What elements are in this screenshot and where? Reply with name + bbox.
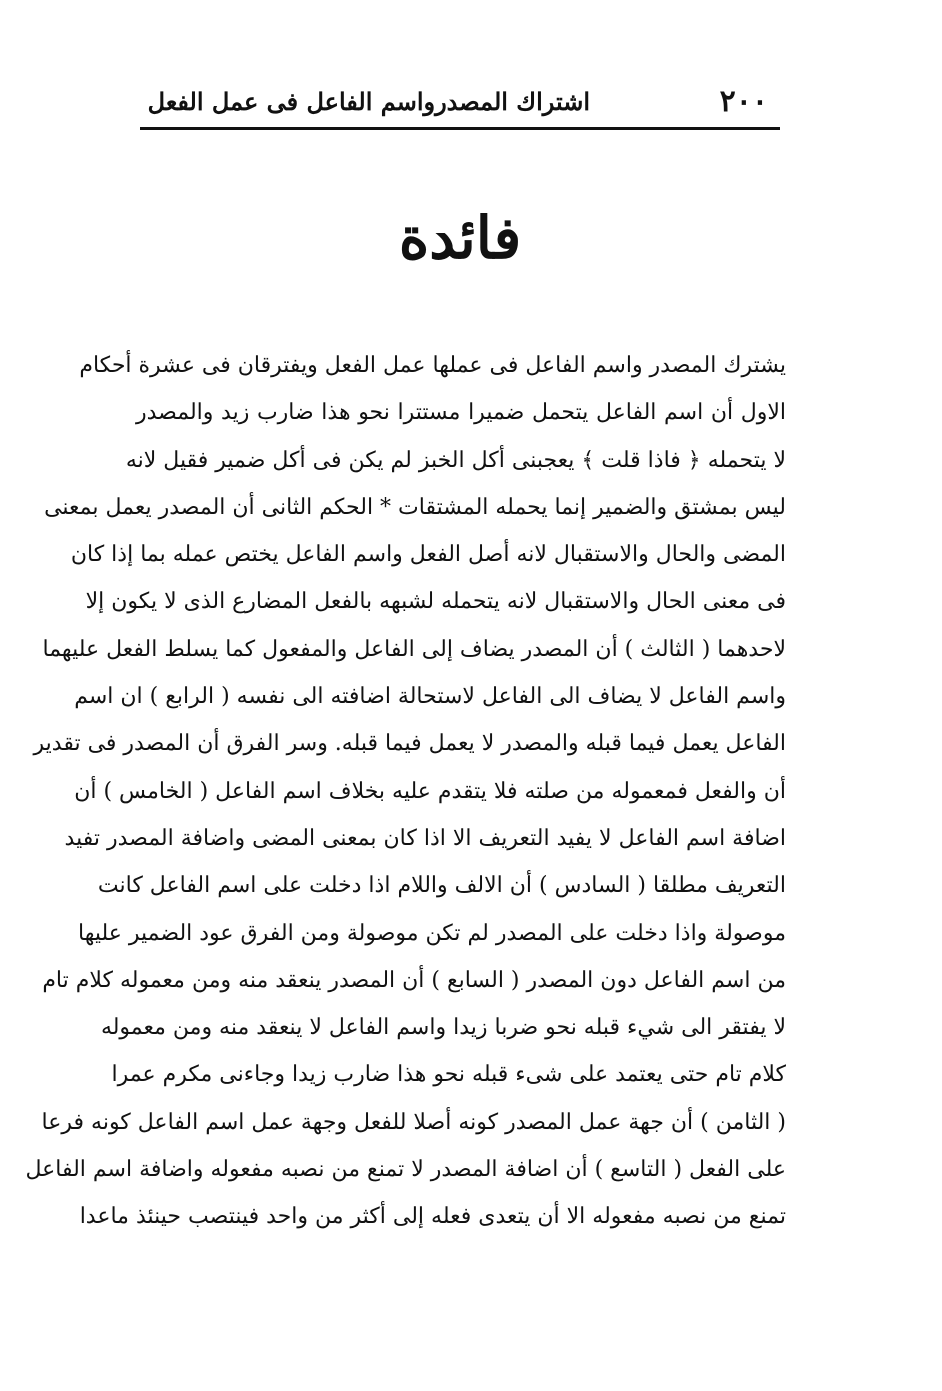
text-line: أن والفعل فمعموله من صلته فلا يتقدم عليه بخلاف اسم الفاعل ( الخامس ) أن [74, 778, 786, 804]
text-line: تمنع من نصبه مفعوله الا أن يتعدى فعله إلى أكثر من واحد فينتصب حينئذ ماعدا [79, 1204, 786, 1230]
text-line: واسم الفاعل لا يضاف الى الفاعل لاستحالة اضافته الى نفسه ( الرابع ) ان اسم [74, 684, 786, 710]
text-line: المضى والحال والاستقبال لانه أصل الفعل واسم الفاعل يختص عمله بما إذا كان [70, 542, 786, 568]
text-line: يشترك المصدر واسم الفاعل فى عملها عمل الفعل ويفترقان فى عشرة أحكام [79, 353, 786, 378]
text-line: لاحدهما ( الثالث ) أن المصدر يضاف إلى الفاعل والمفعول كما يسلط الفعل عليهما [42, 636, 786, 662]
section-title: فائدة [398, 204, 522, 272]
text-line: الفاعل يعمل فيما قبله والمصدر لا يعمل فيما قبله. وسر الفرق أن المصدر فى تقدير [33, 731, 786, 757]
text-line: ( الثامن ) أن جهة عمل المصدر كونه أصلا للفعل وجهة عمل اسم الفاعل كونه فرعا [41, 1109, 786, 1135]
text-line: ليس بمشتق والضمير إنما يحمله المشتقات * الحكم الثانى أن المصدر يعمل بمعنى [44, 494, 786, 520]
text-line: لا يفتقر الى شيء قبله نحو ضربا زيدا واسم الفاعل لا ينعقد منه ومن معموله [100, 1015, 786, 1041]
text-line: اضافة اسم الفاعل لا يفيد التعريف الا اذا كان بمعنى المضى واضافة المصدر تفيد [64, 825, 786, 851]
text-line: من اسم الفاعل دون المصدر ( السابع ) أن المصدر ينعقد منه ومن معموله كلام تام [42, 967, 786, 993]
text-line: لا يتحمله ﴿ فاذا قلت ﴾ يعجبنى أكل الخبز لم يكن فى أكل ضمير فقيل لانه [125, 447, 786, 473]
text-line: موصولة واذا دخلت على المصدر لم تكن موصولة ومن الفرق عود الضمير عليها [77, 920, 786, 946]
text-line: كلام تام حتى يعتمد على شىء قبله نحو هذا ضارب زيدا وجاءنى مكرم عمرا [111, 1062, 786, 1088]
text-line: الاول أن اسم الفاعل يتحمل ضميرا مستترا نحو هذا ضارب زيد والمصدر [136, 400, 786, 426]
text-line: على الفعل ( التاسع ) أن اضافة المصدر لا تمنع من نصبه مفعوله واضافة اسم الفاعل [25, 1157, 786, 1183]
running-header [140, 82, 780, 126]
text-line: فى معنى الحال والاستقبال لانه يتحمله لشبهه بالفعل المضارع الذى لا يكون إلا [85, 589, 786, 615]
header-rule [140, 127, 780, 130]
running-header-title: اشتراك المصدرواسم الفاعل فى عمل الفعل [147, 87, 590, 116]
text-line: التعريف مطلقا ( السادس ) أن الالف واللام اذا دخلت على اسم الفاعل كانت [97, 873, 786, 899]
page-number: ٢٠٠ [719, 84, 768, 119]
body-text [25, 342, 786, 1241]
